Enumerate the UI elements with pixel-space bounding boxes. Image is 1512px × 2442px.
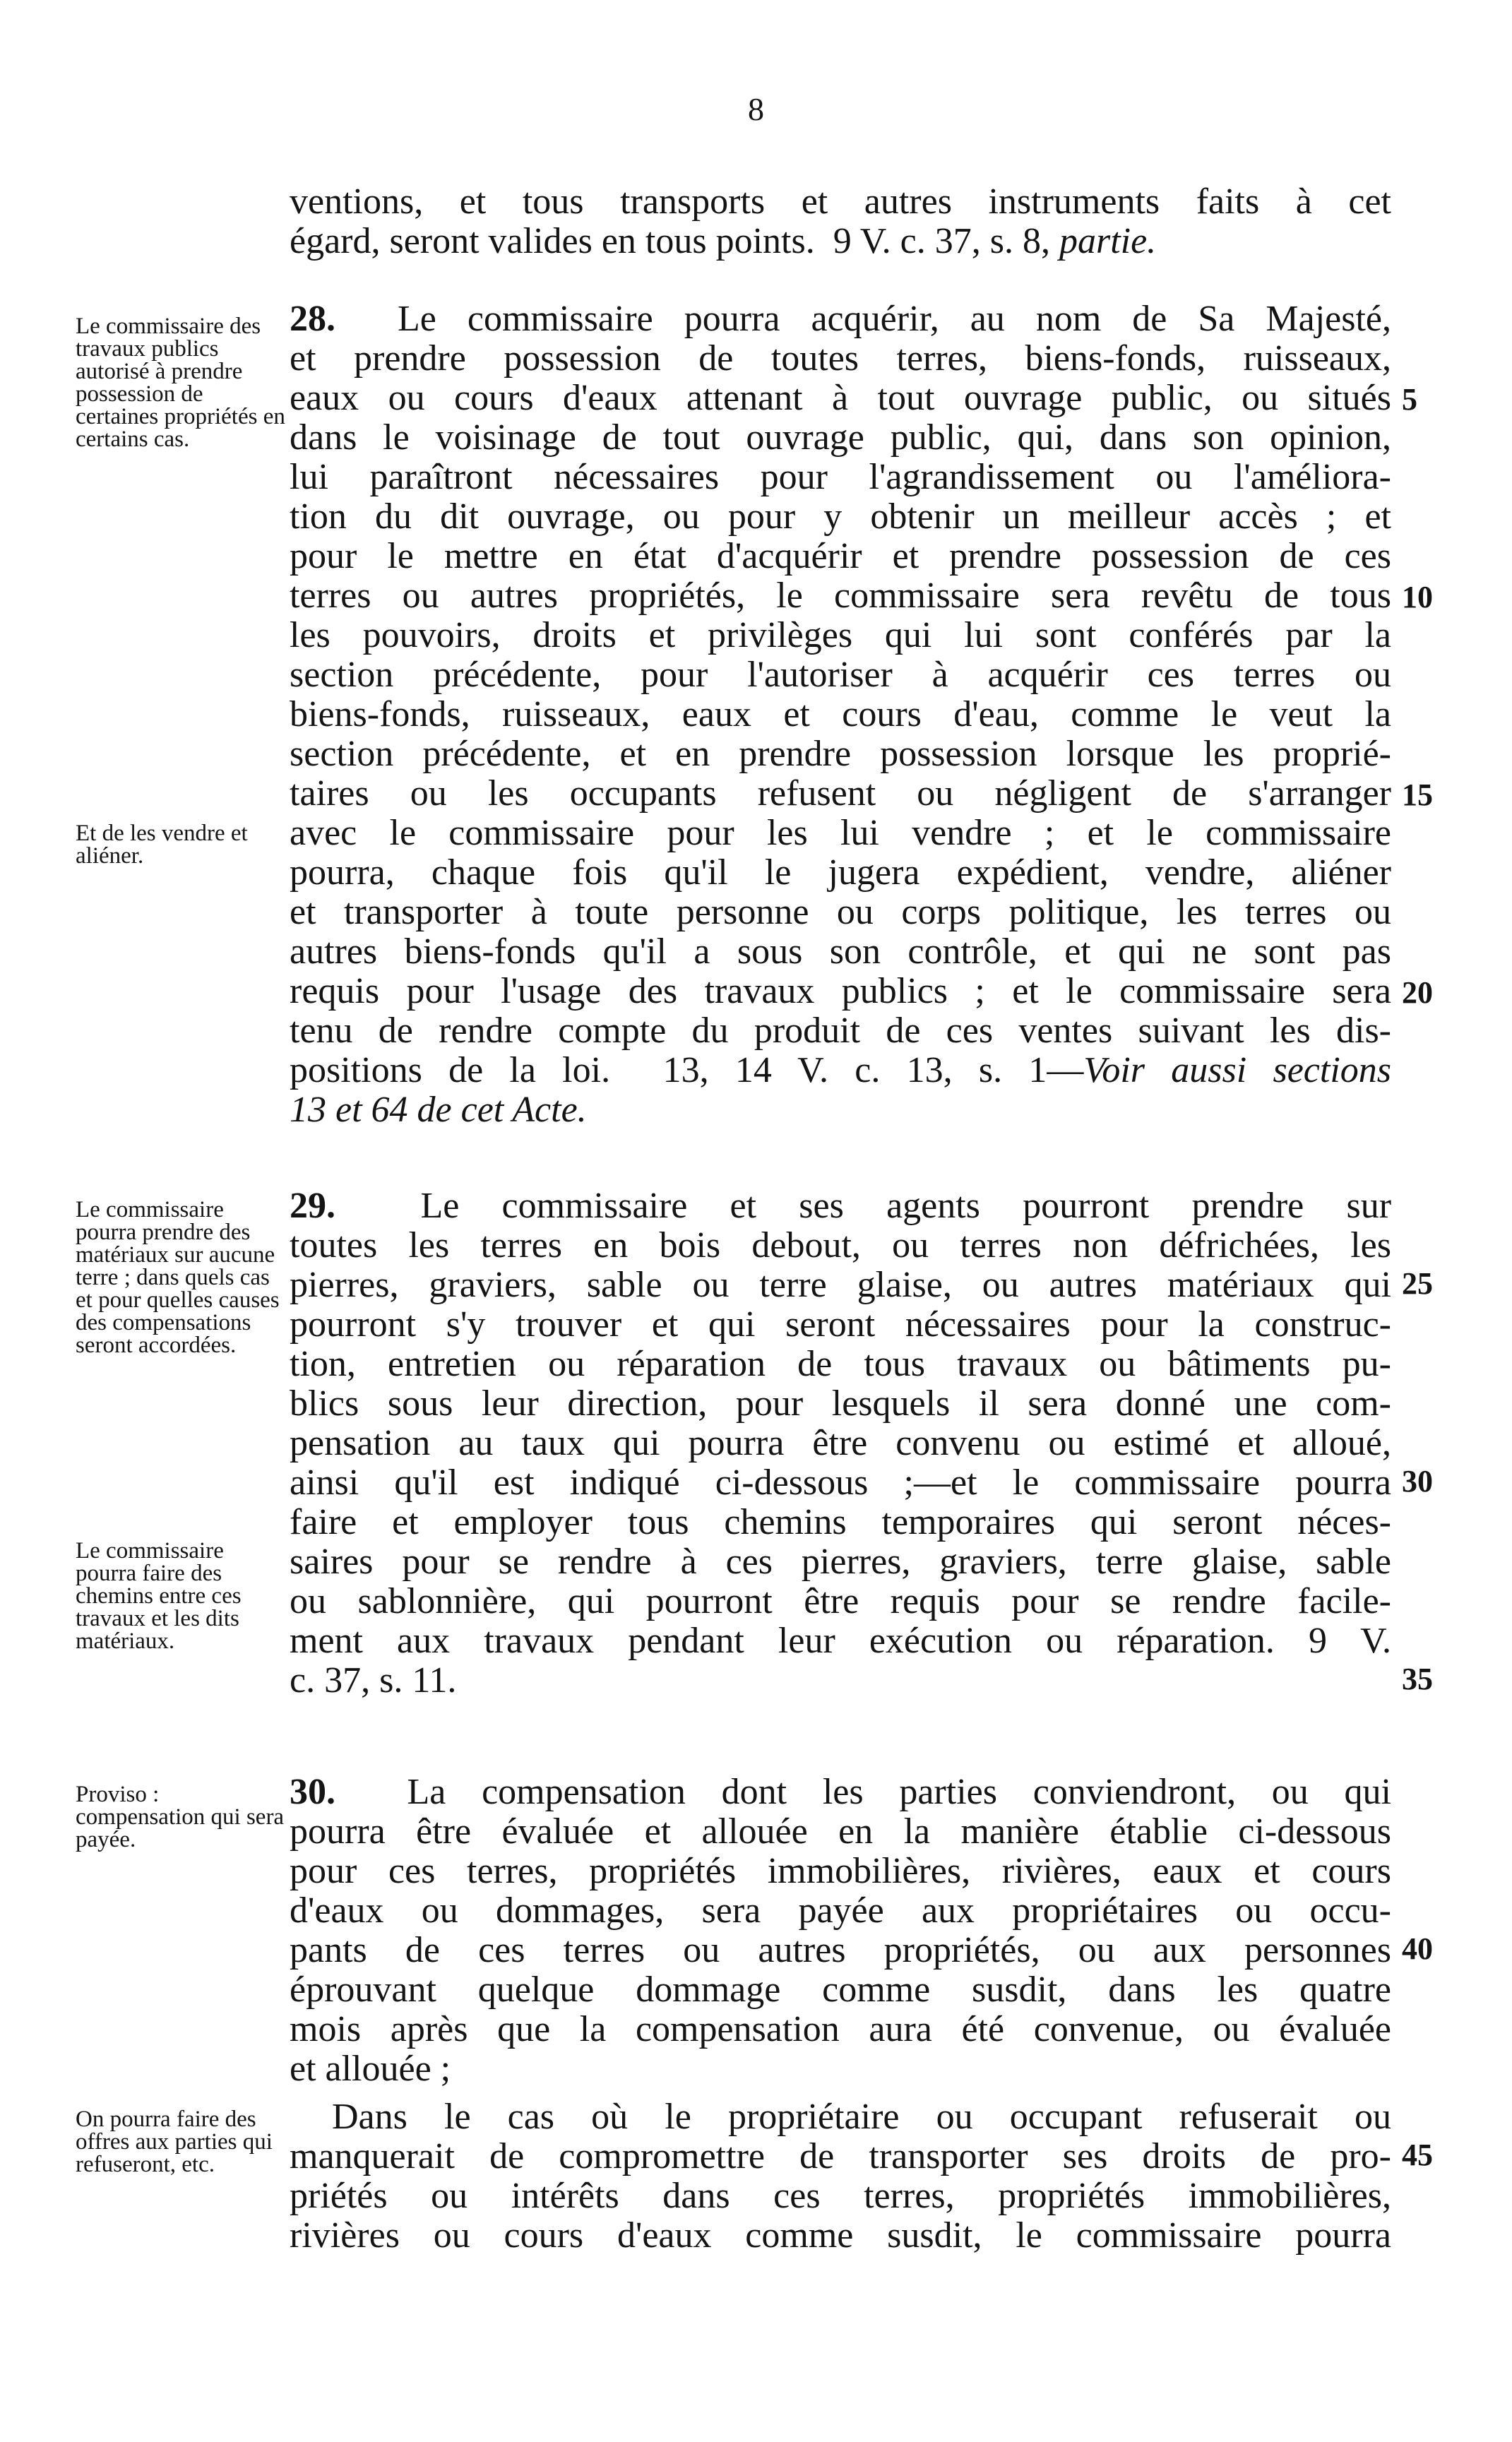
text-line: et prendre possession de toutes terres, biens-fonds, ruisseaux, <box>290 338 1391 379</box>
text-line: ment aux travaux pendant leur exécution ou réparation. 9 V. <box>290 1621 1391 1661</box>
text-line: pierres, graviers, sable ou terre glaise, ou autres matériaux qui <box>290 1265 1391 1305</box>
line-number: 15 <box>1402 778 1433 812</box>
text-line: faire et employer tous chemins temporaires qui seront néces- <box>290 1502 1391 1542</box>
text-line: c. 37, s. 11. <box>290 1660 457 1701</box>
text-line: les pouvoirs, droits et privilèges qui lui sont conférés par la <box>290 615 1391 655</box>
text-line: blics sous leur direction, pour lesquels il sera donné une com- <box>290 1383 1391 1424</box>
margin-note: Et de les vendre et aliéner. <box>76 821 248 869</box>
text-line: 30. La compensation dont les parties conviendront, ou qui <box>290 1772 1392 1812</box>
text-line: dans le voisinage de tout ouvrage public, qui, dans son opinion, <box>290 417 1391 458</box>
text-line: d'eaux ou dommages, sera payée aux propriétaires ou occu- <box>290 1890 1391 1931</box>
line-number: 45 <box>1402 2138 1433 2172</box>
section-29 <box>290 1186 1391 1701</box>
margin-note: Le commissaire des travaux publics autorisé à prendre possession de certaines propriétés en certains cas. <box>76 314 285 452</box>
section-30 <box>290 1773 1391 2089</box>
text-line: requis pour l'usage des travaux publics ; et le commissaire sera <box>290 971 1391 1011</box>
line-number: 40 <box>1402 1931 1433 1966</box>
text-line: autres biens-fonds qu'il a sous son contrôle, et qui ne sont pas <box>290 931 1391 972</box>
margin-note: Proviso : compensation qui sera payée. <box>76 1782 285 1852</box>
line-number: 5 <box>1402 382 1417 417</box>
page-number: 8 <box>748 91 764 127</box>
text-line: pants de ces terres ou autres propriétés, ou aux personnes <box>290 1930 1391 1970</box>
text-line: 13 et 64 de cet Acte. <box>290 1090 587 1130</box>
text-line: rivières ou cours d'eaux comme susdit, le commissaire pourra <box>290 2215 1391 2256</box>
section-number: 29. <box>290 1186 335 1226</box>
text-line: tion, entretien ou réparation de tous travaux ou bâtiments pu- <box>290 1344 1391 1384</box>
line-number: 20 <box>1402 975 1433 1010</box>
text-line: taires ou les occupants refusent ou négligent de s'arranger <box>290 773 1391 814</box>
text-line: mois après que la compensation aura été convenue, ou évaluée <box>290 2009 1391 2049</box>
text-line: et transporter à toute personne ou corps politique, les terres ou <box>290 892 1391 932</box>
text-line: ou sablonnière, qui pourront être requis pour se rendre facile- <box>290 1581 1391 1621</box>
text-line: section précédente, et en prendre possession lorsque les proprié- <box>290 734 1391 774</box>
text-line: saires pour se rendre à ces pierres, graviers, terre glaise, sable <box>290 1542 1391 1582</box>
text-line: 28. Le commissaire pourra acquérir, au nom de Sa Majesté, <box>290 299 1392 339</box>
line-number: 30 <box>1402 1464 1433 1499</box>
margin-note: On pourra faire des offres aux parties qui refuseront, etc. <box>76 2107 273 2177</box>
section-number: 30. <box>290 1772 335 1812</box>
section-number: 28. <box>290 299 335 339</box>
text-line: pour ces terres, propriétés immobilières, rivières, eaux et cours <box>290 1851 1391 1891</box>
text-line: terres ou autres propriétés, le commissaire sera revêtu de tous <box>290 576 1391 616</box>
line-number: 10 <box>1402 580 1433 614</box>
text-line: ainsi qu'il est indiqué ci-dessous ;—et le commissaire pourra <box>290 1463 1391 1503</box>
text-line: priétés ou intérêts dans ces terres, propriétés immobilières, <box>290 2176 1391 2216</box>
text-line: lui paraîtront nécessaires pour l'agrandissement ou l'améliora- <box>290 457 1391 497</box>
text-line: pourra être évaluée et allouée en la manière établie ci-dessous <box>290 1811 1391 1852</box>
text-line: éprouvant quelque dommage comme susdit, dans les quatre <box>290 1970 1391 2010</box>
text-line: pensation au taux qui pourra être convenu ou estimé et alloué, <box>290 1423 1391 1463</box>
text-line: tenu de rendre compte du produit de ces ventes suivant les dis- <box>290 1011 1391 1051</box>
text-line: positions de la loi. 13, 14 V. c. 13, s. 1—Voir aussi sections <box>290 1050 1391 1090</box>
paragraph-refusal <box>290 2097 1391 2256</box>
margin-note: Le commissaire pourra prendre des matériaux sur aucune terre ; dans quels cas et pour quelles causes des compensations seront accordées. <box>76 1197 280 1358</box>
text-line: pour le mettre en état d'acquérir et prendre possession de ces <box>290 536 1391 576</box>
text-line: manquerait de compromettre de transporter ses droits de pro- <box>290 2136 1391 2176</box>
text-line: ventions, et tous transports et autres instruments faits à cet <box>290 181 1391 222</box>
text-line: avec le commissaire pour les lui vendre ; et le commissaire <box>290 813 1391 853</box>
text-line: biens-fonds, ruisseaux, eaux et cours d'eau, comme le veut la <box>290 694 1391 734</box>
text-line: tion du dit ouvrage, ou pour y obtenir un meilleur accès ; et <box>290 496 1391 537</box>
text-line: eaux ou cours d'eaux attenant à tout ouvrage public, ou situés <box>290 378 1391 418</box>
text-line: égard, seront valides en tous points. 9 V. c. 37, s. 8, partie. <box>290 221 1157 261</box>
text-line: toutes les terres en bois debout, ou terres non défrichées, les <box>290 1225 1391 1265</box>
paragraph-continuation <box>290 182 1391 261</box>
text-line: pourra, chaque fois qu'il le jugera expédient, vendre, aliéner <box>290 852 1391 893</box>
text-line: et allouée ; <box>290 2049 451 2089</box>
text-line: Dans le cas où le propriétaire ou occupant refuserait ou <box>332 2097 1391 2137</box>
text-line: 29. Le commissaire et ses agents pourront prendre sur <box>290 1186 1392 1226</box>
text-line: section précédente, pour l'autoriser à acquérir ces terres ou <box>290 655 1391 695</box>
section-28 <box>290 299 1391 1130</box>
line-number: 35 <box>1402 1662 1433 1696</box>
text-line: pourront s'y trouver et qui seront nécessaires pour la construc- <box>290 1304 1391 1345</box>
line-number: 25 <box>1402 1266 1433 1301</box>
margin-note: Le commissaire pourra faire des chemins entre ces travaux et les dits matériaux. <box>76 1538 242 1654</box>
